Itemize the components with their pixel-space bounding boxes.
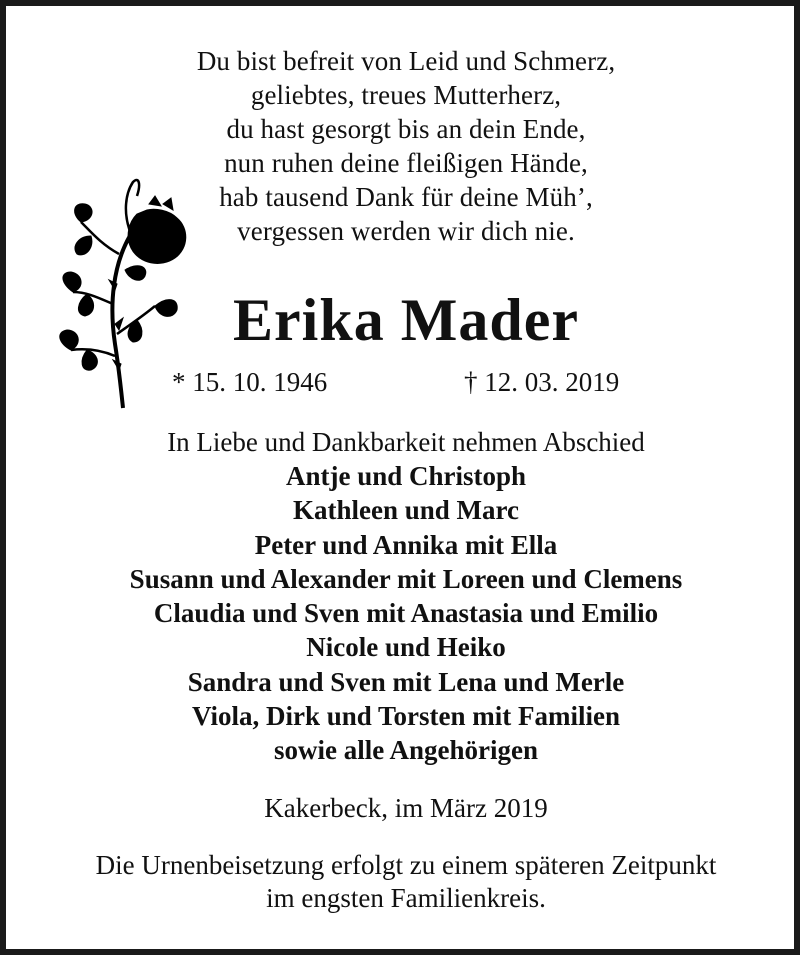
mourner-line: Claudia und Sven mit Anastasia und Emilio: [153, 598, 659, 629]
burial-note-line: Die Urnenbeisetzung erfolgt zu einem späteren Zeitpunkt: [95, 850, 717, 880]
mourner-line: Nicole und Heiko: [306, 632, 506, 663]
farewell-text: In Liebe und Dankbarkeit nehmen Abschied: [167, 427, 645, 457]
burial-note: [6, 849, 800, 915]
birth-date: * 15. 10. 1946: [172, 367, 328, 397]
poem-line: vergessen werden wir dich nie.: [237, 216, 575, 246]
poem-line: du hast gesorgt bis an dein Ende,: [226, 114, 586, 144]
mourner-line: Susann und Alexander mit Loreen und Clemens: [129, 563, 683, 594]
poem-line: Du bist befreit von Leid und Schmerz,: [196, 46, 616, 76]
poem-line: geliebtes, treues Mutterherz,: [250, 80, 562, 110]
mourner-line: Kathleen und Marc: [292, 495, 519, 526]
mourner-line: Antje und Christoph: [285, 461, 527, 491]
mourner-line: Viola, Dirk und Torsten mit Familien: [191, 701, 621, 732]
mourner-line: Sandra und Sven mit Lena und Merle: [187, 666, 625, 697]
mourner-line: Peter und Annika mit Ella: [254, 529, 558, 560]
death-date: † 12. 03. 2019: [464, 367, 620, 397]
burial-note-line: im engsten Familienkreis.: [266, 883, 546, 913]
mourner-line: sowie alle Angehörigen: [274, 735, 538, 766]
poem-line: nun ruhen deine fleißigen Hände,: [224, 148, 588, 178]
mourners-list: [6, 459, 800, 768]
deceased-name: Erika Mader: [233, 287, 579, 353]
poem-line: hab tausend Dank für deine Müh’,: [219, 182, 593, 212]
place-date: Kakerbeck, im März 2019: [264, 793, 548, 823]
